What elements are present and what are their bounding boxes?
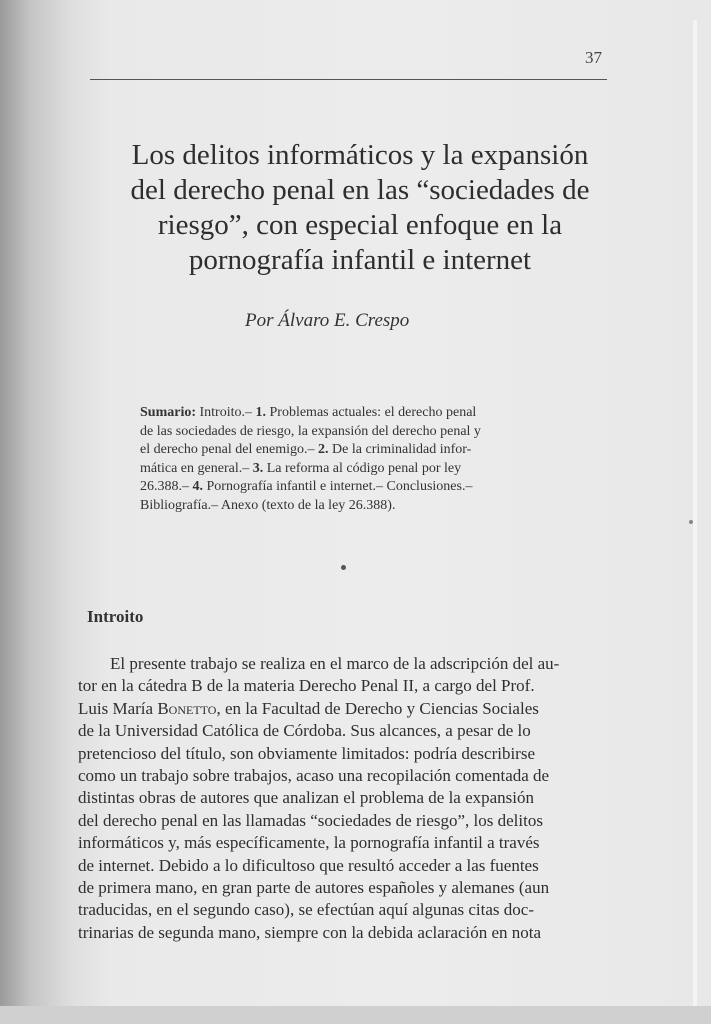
body-text: , en la Facultad de Derecho y Ciencias Sociales — [216, 698, 539, 718]
section-separator-dot — [341, 565, 346, 570]
title-line: riesgo”, con especial enfoque en la — [157, 209, 563, 241]
section-heading: Introito — [87, 607, 144, 626]
summary-line — [140, 441, 560, 460]
summary-line: de las sociedades de riesgo, la expansión del derecho penal y — [140, 423, 481, 439]
body-line: del derecho penal en las llamadas “sociedades de riesgo”, los delitos — [78, 810, 543, 830]
body-line: distintas obras de autores que analizan el problema de la expansión — [78, 788, 535, 808]
body-line: traducidas, en el segundo caso), se efectúan aquí algunas citas doc- — [78, 900, 534, 920]
summary-text: Introito.– — [196, 405, 256, 420]
page-bottom-margin — [0, 1006, 711, 1024]
summary-number: 3. — [252, 460, 264, 476]
summary-text: el derecho penal del enemigo.– — [140, 442, 319, 457]
summary-text: 26.388.– — [140, 479, 193, 494]
summary-label: Sumario: — [140, 405, 196, 420]
body-text: Luis María — [78, 698, 158, 718]
title-line: Los delitos informáticos y la expansión — [131, 139, 589, 171]
title-line: pornografía infantil e internet — [188, 244, 532, 276]
header-rule — [90, 79, 607, 80]
body-line: informáticos y, más específicamente, la pornografía infantil a través — [78, 833, 540, 853]
margin-dot — [689, 520, 693, 524]
article-title — [60, 138, 660, 278]
summary-line — [140, 478, 560, 497]
summary-number: 2. — [318, 442, 329, 457]
author-surname: Bonetto — [157, 698, 217, 718]
body-line: pretencioso del título, son obviamente limitados: podría describirse — [78, 743, 536, 763]
body-line: trinarias de segunda mano, siempre con la debida aclaración en nota — [78, 922, 542, 942]
summary-number: 4. — [192, 479, 203, 494]
body-line: de internet. Debido a lo dificultoso que resultó acceder a las fuentes — [78, 855, 539, 875]
summary-number: 1. — [255, 405, 266, 420]
summary-line: Bibliografía.– Anexo (texto de la ley 26.388). — [140, 497, 396, 513]
body-line: tor en la cátedra B de la materia Derecho Penal II, a cargo del Prof. — [78, 676, 535, 696]
body-line: de la Universidad Católica de Córdoba. Sus alcances, a pesar de lo — [78, 721, 531, 741]
page-edge — [693, 20, 697, 1010]
summary-text: Pornografía infantil e internet.– Conclusiones.– — [203, 479, 473, 494]
body-line: El presente trabajo se realiza en el marco de la adscripción del au- — [110, 654, 560, 673]
body-line: como un trabajo sobre trabajos, acaso una recopilación comentada de — [78, 766, 550, 786]
summary-text: mática en general.– — [140, 460, 253, 476]
page-number: 37 — [585, 48, 602, 67]
body-line — [78, 698, 606, 720]
summary-line — [140, 404, 560, 423]
summary-text: La reforma al código penal por ley — [263, 460, 462, 476]
summary-line — [140, 460, 560, 479]
summary-block — [140, 404, 560, 515]
author-byline: Por Álvaro E. Crespo — [245, 310, 410, 331]
body-paragraph — [78, 653, 606, 944]
summary-text: De la criminalidad infor- — [328, 442, 472, 457]
summary-text: Problemas actuales: el derecho penal — [266, 405, 477, 420]
body-line: de primera mano, en gran parte de autores españoles y alemanes (aun — [78, 878, 550, 898]
title-line: del derecho penal en las “sociedades de — [130, 174, 590, 206]
